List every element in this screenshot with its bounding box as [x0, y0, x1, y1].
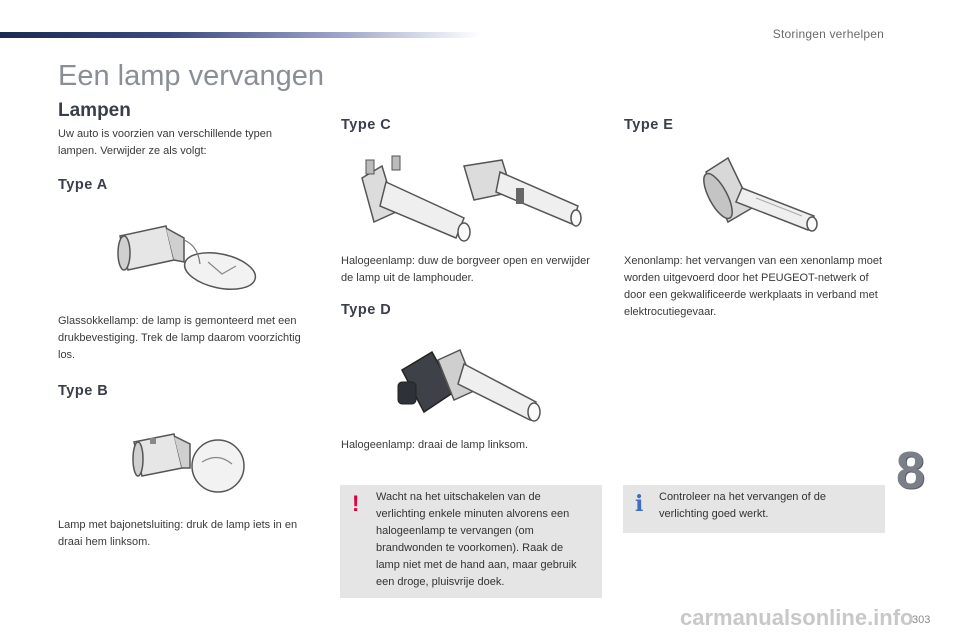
lampen-heading: Lampen — [58, 100, 131, 121]
warning-icon: ! — [352, 491, 360, 516]
warning-text: Wacht na het uitschakelen van de verlichting enkele minuten alvorens een halogeenlamp te vervangen (om brandwonden te voorkomen). Raak de lamp niet met de hand aan, maar gebruik een droge, pluisvrije doek. — [376, 491, 577, 588]
info-icon: i — [635, 491, 644, 517]
type-c-heading: Type C — [341, 117, 392, 133]
type-e-heading: Type E — [624, 117, 674, 133]
info-notice — [623, 485, 885, 533]
section-label: Storingen verhelpen — [772, 27, 884, 41]
info-text: Controleer na het vervangen of de verlichting goed werkt. — [659, 491, 826, 520]
type-c-text: Halogeenlamp: duw de borgveer open en verwijder de lamp uit de lamphouder. — [341, 255, 590, 284]
type-e-lamp-image — [698, 152, 826, 236]
type-c-lamp-image — [352, 152, 592, 248]
header-bar — [0, 32, 480, 38]
lampen-intro: Uw auto is voorzien van verschillende typen lampen. Verwijder ze als volgt: — [58, 128, 273, 157]
type-a-text: Glassokkellamp: de lamp is gemonteerd met een drukbevestiging. Trek de lamp daarom voorzichtig los. — [58, 315, 301, 361]
type-b-heading: Type B — [58, 383, 109, 399]
type-b-text: Lamp met bajonetsluiting: druk de lamp iets in en draai hem linksom. — [58, 519, 298, 548]
page-title: Een lamp vervangen — [58, 60, 324, 92]
page-number: 303 — [912, 614, 931, 626]
warning-notice — [340, 485, 602, 598]
type-d-text: Halogeenlamp: draai de lamp linksom. — [341, 439, 529, 451]
chapter-number: 8 — [896, 442, 925, 500]
type-d-heading: Type D — [341, 302, 392, 318]
type-b-lamp-image — [128, 428, 258, 498]
type-d-lamp-image — [396, 342, 546, 426]
watermark: carmanualsonline.info — [680, 605, 914, 630]
type-a-heading: Type A — [58, 177, 108, 193]
type-a-lamp-image — [112, 216, 262, 296]
type-e-text: Xenonlamp: het vervangen van een xenonlamp moet worden uitgevoerd door het PEUGEOT-netwerk of door een gekwalificeerde werkplaats in verband met elektrocutiegevaar. — [624, 255, 883, 318]
